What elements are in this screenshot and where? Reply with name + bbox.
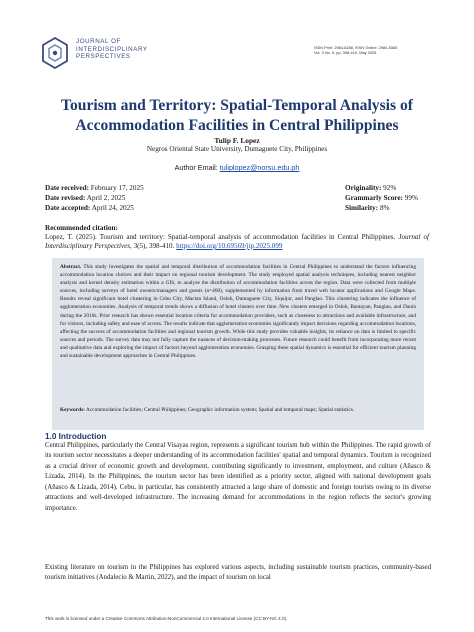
abstract-box xyxy=(52,258,424,430)
abstract-text: This study investigates the spatial and temporal distribution of accommodation facilities in Central Philippines to understand the factors influencing accommodation location choices and their impact on regional tourism development. The study employed spatial analysis techniques, including nearest neighbor analysis and kernel density estimation within a GIS, to analyze the distribution of accommodation facilities across the region. Data were collected from multiple sources, including surveys of hotel owners/managers and guests (n=400), supplemented by information from travel web locator applications and Google Maps. Results reveal significant hotel clustering in Cebu City, Mactan Island, Oslob, Dumaguete City, Siquijor, and Panglao. This clustering indicates the influence of agglomeration economies. Analysis of temporal trends shows a diffusion of hotel clusters over time. New clusters emerged in Oslob, Bantayan, Panglao, and Dauin during the 2010s. Prior research has shown essential location criteria for accommodation providers, such as closeness to attractions and available infrastructure, and for visitors, including safety and ease of access. The results indicate that agglomeration economies significantly impact decisions regarding accommodation locations, affecting the success of accommodation facilities and regional tourism growth. While this study provides valuable insights, its reliance on data is limited to specific sources and periods. The survey data may not fully capture the nuances of decision-making processes. Future research could benefit from incorporating more recent and qualitative data and exploring the impact of factors beyond agglomeration economies. Grasping these spatial dynamics is essential for efficient tourism planning and sustainable development approaches in Central Philippines. xyxy=(60,264,416,360)
intro-paragraph-2: Existing literature on tourism in the Philippines has explored various aspects, including sustainable tourism practices, community-based tourism initiatives (Andalecio & Martin, 2022), and the impact of tourism on local xyxy=(45,564,431,582)
doi-link[interactable]: https://doi.org/10.69569/jip.2025.099 xyxy=(176,242,283,250)
citation-heading: Recommended citation: xyxy=(45,224,118,232)
similarity xyxy=(345,203,418,213)
journal-name-line: INTERDISCIPLINARY xyxy=(76,45,148,53)
metrics-block xyxy=(345,183,418,213)
date-received-value: February 17, 2025 xyxy=(88,184,144,192)
author-affiliation: Negros Oriental State University, Dumaguete City, Philippines xyxy=(146,145,328,153)
email-label: Author Email: xyxy=(174,163,220,172)
date-accepted-value: April 24, 2025 xyxy=(90,204,134,212)
journal-logo[interactable] xyxy=(40,34,160,74)
page-header xyxy=(40,34,434,74)
citation-body: Lopez, T. (2025). Tourism and territory: Spatial-temporal analysis of accommodation facilities in Central Philippines. xyxy=(45,233,399,241)
keywords-label: Keywords: xyxy=(60,407,85,413)
abstract-label: Abstract. xyxy=(60,264,82,270)
originality-value: 92% xyxy=(381,184,397,192)
grammarly-label: Grammarly Score: xyxy=(345,194,403,202)
citation-journal: Journal of Interdisciplinary Perspectives, xyxy=(45,233,429,250)
date-revised-label: Date revised: xyxy=(45,194,86,202)
intro-paragraph-1: Central Philippines, particularly the Central Visayas region, represents a significant tourism hub within the Philippines. The rapid growth of its tourism sector necessitates a deeper understanding of its accommodation facilities' spatial and temporal dynamics. Tourism is recognized as a crucial driver of economic growth and development, contributing significantly to investment, employment, and culture (Añasco & Lizada, 2014). In the Philippines, the tourism sector has been identified as a priority sector, aligned with national development goals (Añasco & Lizada, 2014). Cebu, in particular, has consistently attracted a large share of domestic and foreign tourists owing to its diverse attractions and well-developed infrastructure. The increasing demand for accommodations in the region reflects the sector's growing importance. xyxy=(45,442,431,512)
grammarly-value: 99% xyxy=(402,194,418,202)
abstract xyxy=(60,263,416,360)
similarity-value: 8% xyxy=(378,204,390,212)
date-revised xyxy=(45,193,144,203)
journal-logo-icon xyxy=(40,36,70,70)
journal-name xyxy=(76,38,148,61)
originality-label: Originality: xyxy=(345,184,382,192)
paper-title: Tourism and Territory: Spatial-Temporal Analysis of Accommodation Facilities in Central Philippines xyxy=(61,97,413,134)
date-block xyxy=(45,183,144,213)
originality xyxy=(345,183,418,193)
date-accepted xyxy=(45,203,144,213)
license-footer: This work is licensed under a Creative Commons Attribution-NonCommercial 4.0 International License (CC BY-NC 4.0). xyxy=(45,616,288,621)
date-received-label: Date received: xyxy=(45,184,89,192)
citation-text xyxy=(45,233,429,251)
keywords-text: Accommodation facilities; Central Philippines; Geographic information system; Spatial and temporal maps; Spatial statistics. xyxy=(84,407,355,413)
author-name: Tulip F. Lopez xyxy=(214,136,260,145)
date-received xyxy=(45,183,144,193)
date-revised-value: April 2, 2025 xyxy=(85,194,126,202)
journal-name-line: PERSPECTIVES xyxy=(76,53,131,61)
issn: ISSN Print: 2984-8288, ISSN Online: 2984-8385 xyxy=(314,45,398,50)
section-heading-introduction: 1.0 Introduction xyxy=(45,432,107,441)
volume-info: Vol. 3 No. 5, pp. 398-410, May 2025 xyxy=(314,50,377,56)
grammarly-score xyxy=(345,193,418,203)
date-accepted-label: Date accepted: xyxy=(45,204,91,212)
author-email-link[interactable]: tuliplopez@norsu.edu.ph xyxy=(219,163,300,172)
journal-name-line: JOURNAL OF xyxy=(76,38,121,45)
citation-details: 3(5), 398-410. xyxy=(131,242,177,250)
author-email-line xyxy=(0,163,474,172)
keywords xyxy=(60,406,416,414)
similarity-label: Similarity: xyxy=(345,204,379,212)
publication-meta xyxy=(314,45,434,56)
